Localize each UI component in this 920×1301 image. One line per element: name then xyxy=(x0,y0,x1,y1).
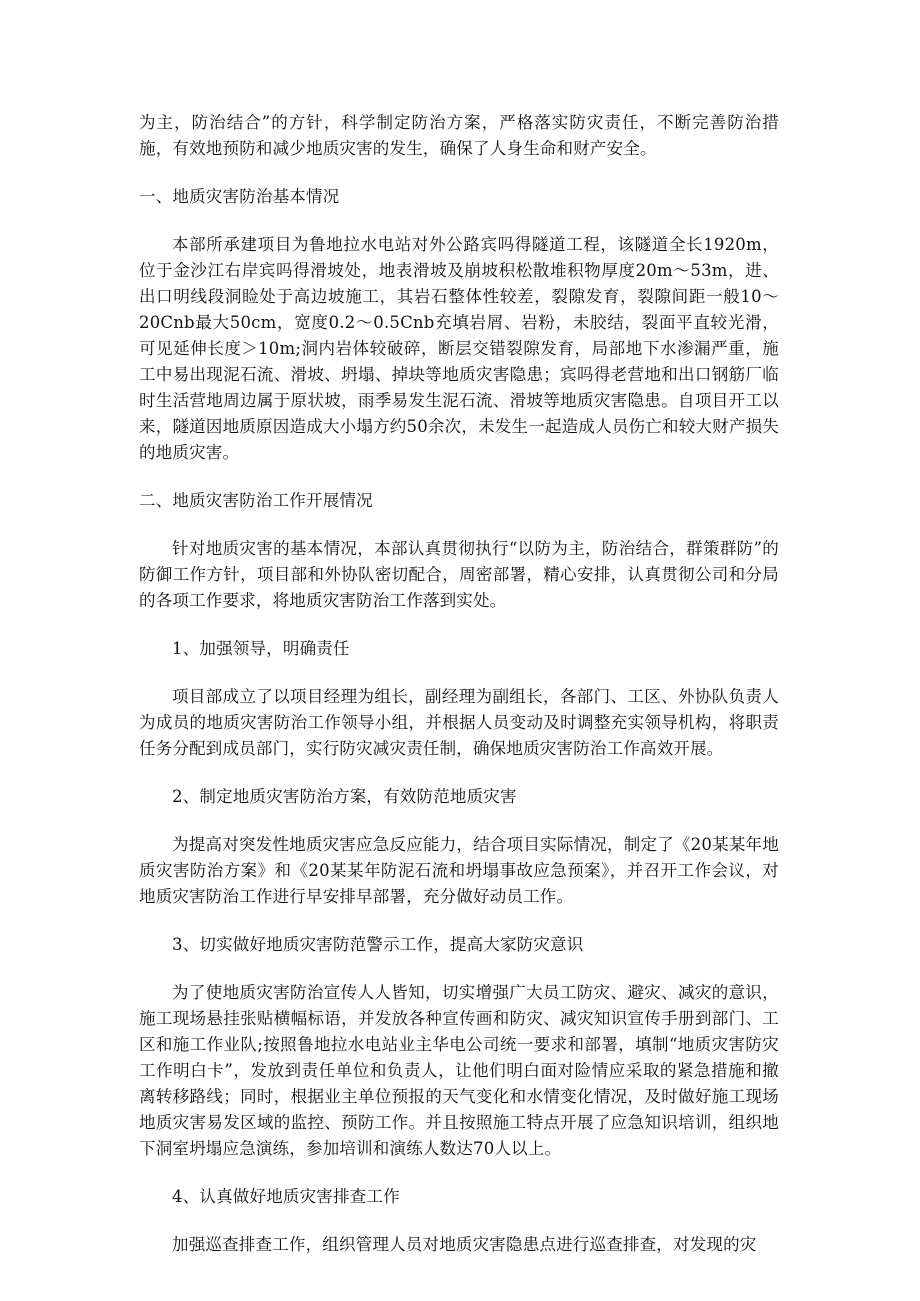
document-page xyxy=(139,110,779,1258)
section-2-body: 针对地质灾害的基本情况，本部认真贯彻执行“以防为主，防治结合，群策群防”的防御工作方针，项目部和外协队密切配合，周密部署，精心安排，认真贯彻公司和分局的各项工作要求，将地质灾害防治工作落到实处。 xyxy=(139,539,779,610)
item-2-title: 2、制定地质灾害防治方案，有效防范地质灾害 xyxy=(172,787,517,806)
section-1-body: 本部所承建项目为鲁地拉水电站对外公路宾吗得隧道工程，该隧道全长1920m，位于金沙江右岸宾吗得滑坡处，地表滑坡及崩坡积松散堆积物厚度20m～53m，进、出口明线段洞睑处于高边坡施工，其岩石整体性较差，裂隙发育，裂隙间距一般10～20Cnb最大50cm，宽度0.2～0.5Cnb充填岩屑、岩粉，未胶结，裂面平直较光滑，可见延伸长度＞10m;洞内岩体较破碎，断层交错裂隙发育，局部地下水渗漏严重，施工中易出现泥石流、滑坡、坍塌、掉块等地质灾害隐患；宾吗得老营地和出口钢筋厂临时生活营地周边属于原状坡，雨季易发生泥石流、滑坡等地质灾害隐患。自项目开工以来，隧道因地质原因造成大小塌方约50余次，未发生一起造成人员伤亡和较大财产损失的地质灾害。 xyxy=(139,235,779,462)
item-3-title: 3、切实做好地质灾害防范警示工作，提高大家防灾意识 xyxy=(172,935,584,954)
item-1-body: 项目部成立了以项目经理为组长，副经理为副组长，各部门、工区、外协队负责人为成员的地质灾害防治工作领导小组，并根据人员变动及时调整充实领导机构，将职责任务分配到成员部门，实行防灾减灾责任制，确保地质灾害防治工作高效开展。 xyxy=(139,687,779,758)
item-2-body: 为提高对突发性地质灾害应急反应能力，结合项目实际情况，制定了《20某某年地质灾害防治方案》和《20某某年防泥石流和坍塌事故应急预案》，并召开工作会议，对地质灾害防治工作进行早安排早部署，充分做好动员工作。 xyxy=(139,835,779,906)
section-1-heading: 一、地质灾害防治基本情况 xyxy=(139,187,340,206)
section-2-heading: 二、地质灾害防治工作开展情况 xyxy=(139,491,373,510)
item-3-body: 为了使地质灾害防治宣传人人皆知，切实增强广大员工防灾、避灾、减灾的意识，施工现场悬挂张贴横幅标语，并发放各种宣传画和防灾、减灾知识宣传手册到部门、工区和施工作业队;按照鲁地拉水电站业主华电公司统一要求和部署，填制“地质灾害防灾工作明白卡”，发放到责任单位和负责人，让他们明白面对险情应采取的紧急措施和撤离转移路线；同时，根据业主单位预报的天气变化和水情变化情况，及时做好施工现场地质灾害易发区域的监控、预防工作。并且按照施工特点开展了应急知识培训，组织地下洞室坍塌应急演练，参加培训和演练人数达70人以上。 xyxy=(139,983,779,1158)
item-4-body: 加强巡查排查工作，组织管理人员对地质灾害隐患点进行巡查排查，对发现的灾 xyxy=(172,1235,757,1254)
item-1-title: 1、加强领导，明确责任 xyxy=(172,639,350,658)
intro-paragraph: 为主，防治结合”的方针，科学制定防治方案，严格落实防灾责任，不断完善防治措施，有效地预防和减少地质灾害的发生，确保了人身生命和财产安全。 xyxy=(139,113,779,158)
item-4-title: 4、认真做好地质灾害排查工作 xyxy=(172,1187,400,1206)
